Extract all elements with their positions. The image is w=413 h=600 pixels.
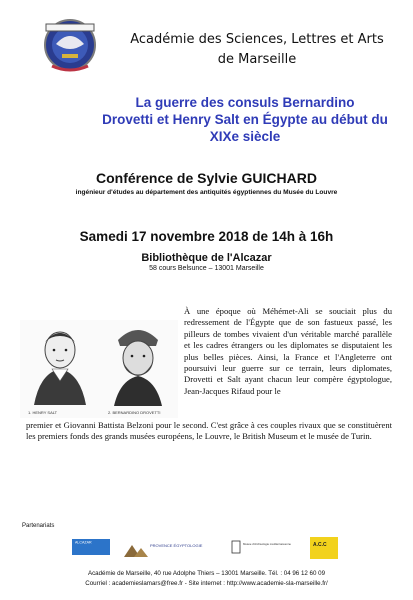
museum-logo xyxy=(232,541,291,553)
conference-title-line3: XIXe siècle xyxy=(209,129,281,144)
event-venue: Bibliothèque de l'Alcazar xyxy=(141,252,272,264)
footer-contact: Courriel : academieslamars@free.fr - Site internet : http://www.academie-sla-marseille.fr/ xyxy=(85,580,328,587)
academy-title xyxy=(112,30,402,70)
speaker-name: Conférence de Sylvie GUICHARD xyxy=(96,170,317,186)
partners-label: Partenariats xyxy=(22,523,55,529)
body-text-top: À une époque où Méhémet-Ali se souciait plus du redressement de l'Égypte que de son fastueux passé, les pilleurs de tombes vivaient d'un véritable marché parallèle et les cadres étrangers ou les diplomates se disputaient les plus belles pièces. Ainsi, la France et l'Angleterre ont poursuivi leur guerre sur ce terrain, leurs diplomates, Drovetti et Salt ayant chacun leur compère égyptologue, Jean-Jacques Rifaud pour le xyxy=(184,306,392,396)
speaker-role: ingénieur d'études au département des antiquités égyptiennes du Musée du Louvre xyxy=(75,189,338,196)
provence-egyptologie-logo xyxy=(124,543,203,557)
svg-text:Musée d'Archéologie méditerran: Musée d'Archéologie méditerranéenne xyxy=(243,542,291,546)
event-date: Samedi 17 novembre 2018 de 14h à 16h xyxy=(79,229,334,244)
conference-title-line2: Drovetti et Henry Salt en Égypte au début du xyxy=(102,112,388,127)
portraits-image xyxy=(20,320,178,418)
portrait-caption-right: 2. BERNARDINO DROVETTI xyxy=(108,410,161,415)
conference-title xyxy=(100,94,390,145)
acc-logo xyxy=(310,537,338,559)
conference-title-line1: La guerre des consuls Bernardino xyxy=(135,95,355,110)
body-text-bottom: premier et Giovanni Battista Belzoni pour le second. C'est grâce à ces couples rivaux que se constituèrent les premiers fonds des grands musées européens, le Louvre, le British Museum et le musée de Turin. xyxy=(26,420,392,442)
svg-text:PROVENCE ÉGYPTOLOGIE: PROVENCE ÉGYPTOLOGIE xyxy=(150,543,203,548)
event-address: 58 cours Belsunce – 13001 Marseille xyxy=(149,265,264,272)
partner-logos xyxy=(0,535,413,561)
footer-address: Académie de Marseille, 40 rue Adolphe Thiers – 13001 Marseille. Tél. : 04 96 12 60 09 xyxy=(87,570,326,577)
svg-text:ALCAZAR: ALCAZAR xyxy=(75,540,92,545)
academy-title-line2: de Marseille xyxy=(217,52,297,67)
academy-title-line1: Académie des Sciences, Lettres et Arts xyxy=(130,32,384,47)
portrait-caption-left: 1. HENRY SALT xyxy=(28,410,58,415)
academy-seal-emblem-icon xyxy=(40,14,100,74)
svg-text:A.C.C: A.C.C xyxy=(313,542,327,548)
alcazar-logo xyxy=(72,539,110,555)
